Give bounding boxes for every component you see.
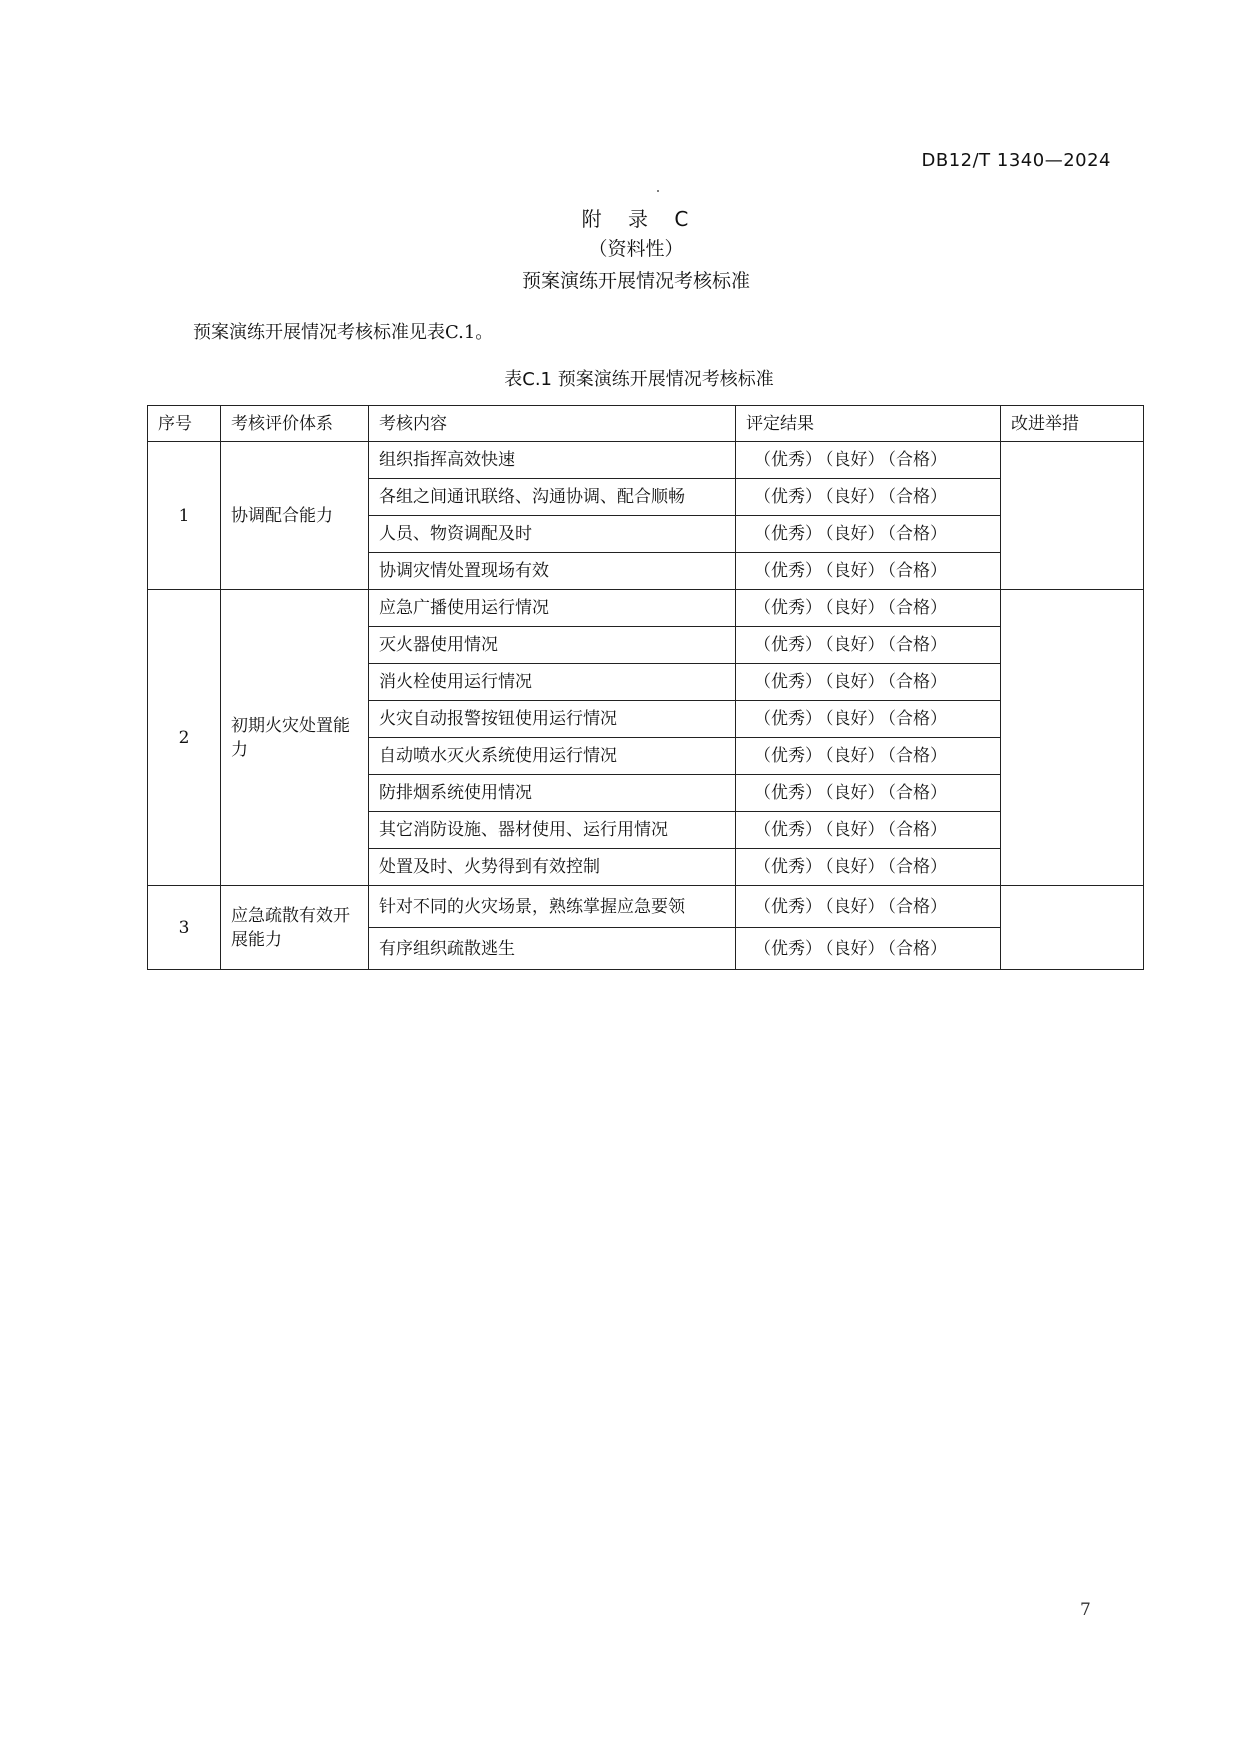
- appendix-name: 预案演练开展情况考核标准: [521, 270, 750, 292]
- table-caption: 表C.1 预案演练开展情况考核标准: [504, 369, 774, 390]
- rating-option: （优秀）: [754, 857, 822, 877]
- group-number: 2: [148, 590, 221, 886]
- rating-option: （优秀）: [754, 672, 822, 692]
- document-code: DB12/T 1340—2024: [921, 150, 1111, 171]
- rating-option: （良好）: [825, 896, 885, 917]
- rating-option: （良好）: [825, 598, 885, 618]
- appendix-type: （资料性）: [588, 238, 684, 260]
- assessment-table: [147, 405, 1144, 970]
- rating-option: （合格）: [887, 746, 947, 766]
- assessment-item: 人员、物资调配及时: [369, 516, 736, 553]
- rating-option: （优秀）: [754, 938, 822, 959]
- rating-option: （优秀）: [754, 487, 822, 507]
- assessment-item: 火灾自动报警按钮使用运行情况: [369, 701, 736, 738]
- column-header-content: 考核内容: [369, 406, 736, 442]
- group-number: 3: [148, 886, 221, 970]
- rating-options: [736, 664, 1001, 701]
- appendix-title: 附 录 C: [581, 207, 699, 231]
- column-header-result: 评定结果: [736, 406, 1001, 442]
- improvement-cell: [1001, 886, 1144, 970]
- rating-option: （合格）: [887, 450, 947, 470]
- rating-option: （良好）: [825, 857, 885, 877]
- rating-option: （优秀）: [754, 524, 822, 544]
- rating-option: （合格）: [887, 896, 947, 917]
- improvement-cell: [1001, 590, 1144, 886]
- group-category: 应急疏散有效开展能力: [221, 886, 369, 970]
- rating-option: （良好）: [825, 709, 885, 729]
- rating-options: [736, 701, 1001, 738]
- assessment-item: 各组之间通讯联络、沟通协调、配合顺畅: [369, 479, 736, 516]
- rating-option: （优秀）: [754, 450, 822, 470]
- assessment-item: 组织指挥高效快速: [369, 442, 736, 479]
- assessment-item: 自动喷水灭火系统使用运行情况: [369, 738, 736, 775]
- rating-option: （良好）: [825, 820, 885, 840]
- rating-option: （优秀）: [754, 635, 822, 655]
- assessment-item: 处置及时、火势得到有效控制: [369, 849, 736, 886]
- column-header-improvement: 改进举措: [1001, 406, 1144, 442]
- rating-options: [736, 442, 1001, 479]
- group-category: 协调配合能力: [221, 442, 369, 590]
- rating-option: （合格）: [887, 857, 947, 877]
- rating-option: （合格）: [887, 709, 947, 729]
- table-row: [148, 886, 1144, 928]
- rating-options: [736, 886, 1001, 928]
- rating-option: （优秀）: [754, 896, 822, 917]
- rating-option: （良好）: [825, 938, 885, 959]
- rating-option: （良好）: [825, 783, 885, 803]
- rating-options: [736, 928, 1001, 970]
- table-header-row: [148, 406, 1144, 442]
- group-number: 1: [148, 442, 221, 590]
- rating-options: [736, 553, 1001, 590]
- assessment-item: 灭火器使用情况: [369, 627, 736, 664]
- rating-option: （合格）: [887, 524, 947, 544]
- improvement-cell: [1001, 442, 1144, 590]
- rating-options: [736, 849, 1001, 886]
- rating-option: （良好）: [825, 635, 885, 655]
- rating-option: （优秀）: [754, 561, 822, 581]
- rating-options: [736, 479, 1001, 516]
- intro-paragraph: 预案演练开展情况考核标准见表C.1。: [193, 322, 494, 343]
- rating-option: （优秀）: [754, 709, 822, 729]
- rating-option: （良好）: [825, 672, 885, 692]
- rating-option: （合格）: [887, 820, 947, 840]
- table-row: [148, 590, 1144, 627]
- rating-option: （优秀）: [754, 746, 822, 766]
- rating-option: （良好）: [825, 746, 885, 766]
- rating-option: （合格）: [887, 561, 947, 581]
- group-category: 初期火灾处置能力: [221, 590, 369, 886]
- rating-options: [736, 627, 1001, 664]
- assessment-item: 其它消防设施、器材使用、运行用情况: [369, 812, 736, 849]
- column-header-no: 序号: [148, 406, 221, 442]
- rating-option: （优秀）: [754, 598, 822, 618]
- column-header-category: 考核评价体系: [221, 406, 369, 442]
- rating-options: [736, 590, 1001, 627]
- rating-options: [736, 738, 1001, 775]
- rating-options: [736, 812, 1001, 849]
- assessment-item: 应急广播使用运行情况: [369, 590, 736, 627]
- rating-option: （优秀）: [754, 820, 822, 840]
- page-number: 7: [1080, 1600, 1091, 1620]
- rating-option: （优秀）: [754, 783, 822, 803]
- rating-option: （合格）: [887, 598, 947, 618]
- table-row: [148, 442, 1144, 479]
- rating-options: [736, 775, 1001, 812]
- rating-option: （合格）: [887, 938, 947, 959]
- assessment-item: 针对不同的火灾场景，熟练掌握应急要领: [369, 886, 736, 928]
- rating-option: （合格）: [887, 783, 947, 803]
- rating-option: （良好）: [825, 450, 885, 470]
- assessment-item: 消火栓使用运行情况: [369, 664, 736, 701]
- rating-options: [736, 516, 1001, 553]
- stray-dot: [657, 190, 659, 192]
- rating-option: （良好）: [825, 487, 885, 507]
- assessment-item: 防排烟系统使用情况: [369, 775, 736, 812]
- table-body: [148, 442, 1144, 970]
- rating-option: （良好）: [825, 561, 885, 581]
- assessment-item: 协调灾情处置现场有效: [369, 553, 736, 590]
- rating-option: （合格）: [887, 635, 947, 655]
- assessment-item: 有序组织疏散逃生: [369, 928, 736, 970]
- rating-option: （合格）: [887, 487, 947, 507]
- rating-option: （合格）: [887, 672, 947, 692]
- rating-option: （良好）: [825, 524, 885, 544]
